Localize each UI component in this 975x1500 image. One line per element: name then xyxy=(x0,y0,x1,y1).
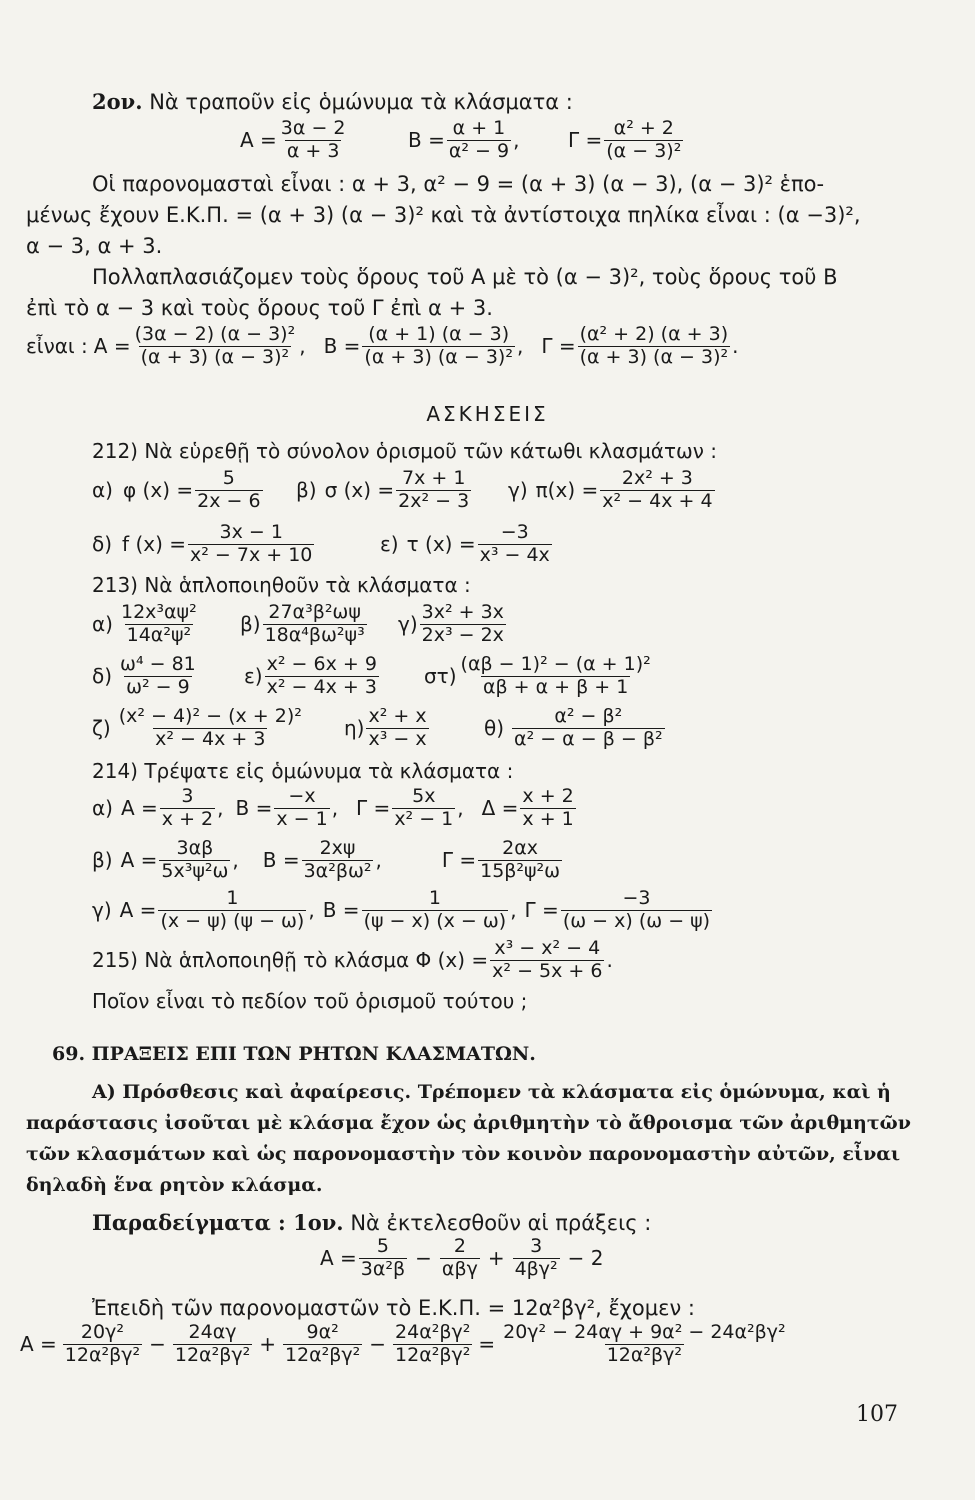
q214-a-3-den: x² − 1 xyxy=(394,807,454,830)
q213-h-label: η) xyxy=(344,716,365,741)
ex2-frac-c xyxy=(568,118,685,163)
q214-c-2-lhs: Β = xyxy=(322,898,360,923)
ex2-result-a-den: (α + 3) (α − 3)² xyxy=(140,345,290,368)
q212-item-e xyxy=(380,522,554,567)
q213-text: 213) Νὰ ἁπλοποιηθοῦν τὰ κλάσματα : xyxy=(92,573,471,597)
ex2-frac-c-lhs: Γ = xyxy=(568,128,603,153)
ex2-result-b-lhs: Β = xyxy=(323,334,361,359)
examples-text: Νὰ ἐκτελεσθοῦν αἱ πράξεις : xyxy=(350,1211,652,1235)
q213-e-label: ε) xyxy=(244,664,263,689)
example-expr xyxy=(320,1236,604,1281)
ex2-result xyxy=(26,324,738,369)
q214-c-3-lhs: Γ = xyxy=(524,898,559,923)
expr-tail: − 2 xyxy=(567,1246,604,1271)
q213-item-c xyxy=(398,602,508,647)
q214-c-2-tail: , xyxy=(510,898,517,923)
q214-b-2-lhs: Β = xyxy=(262,848,300,873)
q213-item-d xyxy=(92,654,200,699)
ex2-line-4: Πολλαπλασιάζομεν τοὺς ὅρους τοῦ Α μὲ τὸ (α − 3)², τοὺς ὅρους τοῦ Β xyxy=(92,265,838,289)
ex2-result-c-num: (α² + 2) (α + 3) xyxy=(579,323,729,345)
q213-e-den: x² − 4x + 3 xyxy=(266,675,377,698)
q212-item-c xyxy=(508,468,717,513)
ex2-frac-b-lhs: Β = xyxy=(408,128,445,153)
q213-b-den: 18α⁴βω²ψ³ xyxy=(264,623,365,646)
ex2-frac-b-den: α² − 9 xyxy=(448,139,510,162)
q214-b-2-tail: , xyxy=(375,848,382,873)
ex2-result-c-den: (α + 3) (α − 3)² xyxy=(579,345,729,368)
q212-item-a xyxy=(92,468,265,513)
section-para-3: τῶν κλασμάτων καὶ ὡς παρονομαστὴν τὸν κοινὸν παρονομαστὴν αὐτῶν, εἶναι xyxy=(26,1143,901,1165)
examples-label: Παραδείγματα : 1ον. xyxy=(92,1210,344,1235)
final-op-5: = xyxy=(478,1332,496,1357)
ex2-result-b-num: (α + 1) (α − 3) xyxy=(368,323,510,345)
ex2-line-5: ἐπὶ τὸ α − 3 καὶ τοὺς ὅρους τοῦ Γ ἐπὶ α + 3. xyxy=(26,296,493,320)
q214-row-c xyxy=(92,888,714,933)
final-t3-den: 12α²βγ² xyxy=(284,1343,361,1366)
ex2-frac-b-num: α + 1 xyxy=(452,117,506,139)
final-t4-den: 12α²βγ² xyxy=(395,1343,471,1366)
ex2-frac-b-tail: , xyxy=(513,128,520,153)
q212-d-label: δ) xyxy=(92,532,113,557)
q215-text: 215) Νὰ ἁπλοποιηθῇ τὸ κλάσμα Φ (x) = xyxy=(92,948,489,973)
q214-a-3-lhs: Γ = xyxy=(356,796,391,821)
ex2-result-c-tail: . xyxy=(732,334,739,359)
final-t4-num: 24α²βγ² xyxy=(395,1321,471,1343)
q213-i-den: α² − α − β − β² xyxy=(514,727,663,750)
q214-a-2-num: −x xyxy=(288,785,316,807)
q213-d-label: δ) xyxy=(92,664,113,689)
ex2-frac-b xyxy=(408,118,519,163)
q214-b-3-num: 2αx xyxy=(502,837,539,859)
q213-a-den: 14α²ψ² xyxy=(126,623,192,646)
q212-e-den: x³ − 4x xyxy=(479,543,550,566)
q214-text: 214) Τρέψατε εἰς ὁμώνυμα τὰ κλάσματα : xyxy=(92,759,514,783)
expr-op-2: − xyxy=(415,1246,432,1271)
q213-h-num: x² + x xyxy=(368,705,427,727)
exercises-title: ΑΣΚΗΣΕΙΣ xyxy=(426,402,549,426)
expr-t1-num: 5 xyxy=(376,1235,390,1257)
ex2-frac-a-lhs: Α = xyxy=(240,128,277,153)
q214-a-2-den: x − 1 xyxy=(276,807,328,830)
examples-line xyxy=(92,1211,651,1235)
q213-item-f xyxy=(424,654,655,699)
expr-t1-den: 3α²β xyxy=(360,1257,406,1280)
q213-g-label: ζ) xyxy=(92,716,111,741)
q213-item-e xyxy=(244,654,381,699)
q213-a-num: 12x³αψ² xyxy=(121,601,197,623)
q212-a-lhs: φ (x) = xyxy=(123,478,194,503)
ex2-result-a-tail: , xyxy=(299,334,306,359)
q212-a-num: 5 xyxy=(222,467,235,489)
q214-a-1-tail: , xyxy=(217,796,224,821)
q214-c-1-num: 1 xyxy=(226,887,239,909)
expr-lhs: Α = xyxy=(320,1246,357,1271)
q214-c-1-tail: , xyxy=(308,898,315,923)
q212-b-label: β) xyxy=(296,478,317,503)
q213-c-den: 2x³ − 2x xyxy=(421,623,504,646)
q213-item-g xyxy=(92,706,306,751)
q213-item-h xyxy=(344,706,431,751)
q213-i-label: θ) xyxy=(484,716,505,741)
q213-d-num: ω⁴ − 81 xyxy=(120,653,196,675)
q214-a-4-den: x + 1 xyxy=(522,807,574,830)
final-t5-den: 12α²βγ² xyxy=(606,1343,683,1366)
final-t3-num: 9α² xyxy=(306,1321,339,1343)
expr-t3-num: 3 xyxy=(530,1235,543,1257)
ex2-frac-a-den: α + 3 xyxy=(286,139,340,162)
q212-c-lhs: π(x) = xyxy=(535,478,599,503)
ex2-line-2: μένως ἔχουν Ε.Κ.Π. = (α + 3) (α − 3)² καὶ τὰ ἀντίστοιχα πηλίκα εἶναι : (α −3)², xyxy=(26,203,861,227)
q213-i-num: α² − β² xyxy=(554,705,623,727)
final-t1-den: 12α²βγ² xyxy=(64,1343,141,1366)
page-number: 107 xyxy=(856,1402,898,1427)
q215-tail: . xyxy=(606,948,613,973)
q215-line2: Ποῖον εἶναι τὸ πεδίον τοῦ ὁρισμοῦ τούτου ; xyxy=(92,989,528,1013)
section-para-4: δηλαδὴ ἕνα ρητὸν κλάσμα. xyxy=(26,1174,323,1196)
ex2-frac-a-num: 3α − 2 xyxy=(280,117,346,139)
q214-c-2-num: 1 xyxy=(428,887,441,909)
ex2-frac-c-den: (α − 3)² xyxy=(606,139,682,162)
q213-e-num: x² − 6x + 9 xyxy=(266,653,377,675)
q212-a-den: 2x − 6 xyxy=(197,489,261,512)
q214-b-1-den: 5x³ψ²ω xyxy=(161,859,229,882)
final-expr xyxy=(20,1322,790,1367)
q213-item-b xyxy=(240,602,369,647)
final-t1-num: 20γ² xyxy=(80,1321,124,1343)
final-t5-num: 20γ² − 24αγ + 9α² − 24α²βγ² xyxy=(503,1321,786,1343)
q214-c-3-den: (ω − x) (ω − ψ) xyxy=(562,909,711,932)
q213-g-num: (x² − 4)² − (x + 2)² xyxy=(118,705,302,727)
expr-t3-den: 4βγ² xyxy=(514,1257,558,1280)
q214-a-1-lhs: Α = xyxy=(121,796,158,821)
q212-d-den: x² − 7x + 10 xyxy=(190,543,313,566)
example-2-text: Νὰ τραποῦν εἰς ὁμώνυμα τὰ κλάσματα : xyxy=(149,90,573,114)
q212-c-label: γ) xyxy=(508,478,528,503)
q213-f-num: (αβ − 1)² − (α + 1)² xyxy=(460,653,651,675)
q214-b-1-num: 3αβ xyxy=(176,837,214,859)
ex2-result-a-num: (3α − 2) (α − 3)² xyxy=(134,323,296,345)
q214-c-3-num: −3 xyxy=(622,887,651,909)
q213-b-label: β) xyxy=(240,612,261,637)
q213-f-label: στ) xyxy=(424,664,457,689)
q214-c-1-lhs: Α = xyxy=(119,898,157,923)
ex2-result-prefix: εἶναι : xyxy=(26,334,88,359)
q213-g-den: x² − 4x + 3 xyxy=(155,727,266,750)
example-2-heading xyxy=(92,90,573,114)
final-t2-num: 24αγ xyxy=(188,1321,237,1343)
q212-c-num: 2x² + 3 xyxy=(621,467,693,489)
q215 xyxy=(92,938,613,983)
q214-a-2-lhs: Β = xyxy=(235,796,273,821)
ex2-result-b-tail: , xyxy=(516,334,524,359)
q214-b-2-den: 3α²βω² xyxy=(303,859,372,882)
expr-t2-den: αβγ xyxy=(441,1257,478,1280)
final-op-2: − xyxy=(149,1332,166,1357)
ex2-result-a-lhs: Α = xyxy=(93,334,131,359)
q214-c-1-den: (x − ψ) (ψ − ω) xyxy=(160,909,305,932)
expr-op-3: + xyxy=(487,1246,505,1271)
ex2-result-c-lhs: Γ = xyxy=(541,334,576,359)
ex2-frac-c-num: α² + 2 xyxy=(613,117,674,139)
q214-b-2-num: 2xψ xyxy=(319,837,356,859)
q212-e-num: −3 xyxy=(500,521,529,543)
q214-a-2-tail: , xyxy=(331,796,339,821)
q213-c-num: 3x² + 3x xyxy=(421,601,504,623)
final-op-4: − xyxy=(369,1332,387,1357)
q214-row-b xyxy=(92,838,564,883)
q213-f-den: αβ + α + β + 1 xyxy=(482,675,629,698)
q212-e-lhs: τ (x) = xyxy=(406,532,476,557)
ex2-line-3: α − 3, α + 3. xyxy=(26,234,163,258)
q212-e-label: ε) xyxy=(380,532,399,557)
q214-c-2-den: (ψ − x) (x − ω) xyxy=(363,909,507,932)
q213-a-label: α) xyxy=(92,612,113,637)
lcm-line: Ἐπειδὴ τῶν παρονομαστῶν τὸ Ε.Κ.Π. = 12α²βγ², ἔχομεν : xyxy=(92,1296,695,1320)
q215-num: x³ − x² − 4 xyxy=(494,937,601,959)
q214-a-1-num: 3 xyxy=(181,785,194,807)
q212-b-lhs: σ (x) = xyxy=(324,478,395,503)
final-op-3: + xyxy=(259,1332,276,1357)
q212-d-num: 3x − 1 xyxy=(219,521,283,543)
q215-den: x² − 5x + 6 xyxy=(492,959,603,982)
q214-a-4-num: x + 2 xyxy=(522,785,574,807)
section-heading: 69. ΠΡΑΞΕΙΣ ΕΠΙ ΤΩΝ ΡΗΤΩΝ ΚΛΑΣΜΑΤΩΝ. xyxy=(52,1043,536,1065)
q214-a-3-num: 5x xyxy=(412,785,436,807)
ex2-result-b-den: (α + 3) (α − 3)² xyxy=(364,345,513,368)
expr-t2-num: 2 xyxy=(453,1235,466,1257)
q212-item-b xyxy=(296,468,473,513)
q212-c-den: x² − 4x + 4 xyxy=(602,489,713,512)
q213-c-label: γ) xyxy=(398,612,418,637)
q214-b-label: β) xyxy=(92,848,113,873)
q212-b-num: 7x + 1 xyxy=(401,467,466,489)
q214-b-1-tail: , xyxy=(232,848,239,873)
q214-a-label: α) xyxy=(92,796,113,821)
example-2-label: 2ον. xyxy=(92,89,143,114)
q214-row-a xyxy=(92,786,578,831)
q214-a-1-den: x + 2 xyxy=(161,807,214,830)
q213-item-i xyxy=(484,706,667,751)
q214-c-label: γ) xyxy=(92,898,112,923)
q213-d-den: ω² − 9 xyxy=(126,675,190,698)
q214-b-3-den: 15β²ψ²ω xyxy=(480,859,561,882)
q214-b-1-lhs: Α = xyxy=(120,848,158,873)
final-t2-den: 12α²βγ² xyxy=(174,1343,251,1366)
q212-a-label: α) xyxy=(92,478,113,503)
q212-text: 212) Νὰ εὑρεθῇ τὸ σύνολον ὁρισμοῦ τῶν κάτωθι κλασμάτων : xyxy=(92,439,718,463)
section-para-2: παράστασις ἰσοῦται μὲ κλάσμα ἔχον ὡς ἀριθμητὴν τὸ ἄθροισμα τῶν ἀριθμητῶν xyxy=(26,1112,911,1134)
final-lhs: Α = xyxy=(20,1332,57,1357)
ex2-line-1: Οἱ παρονομασταὶ εἶναι : α + 3, α² − 9 = (α + 3) (α − 3), (α − 3)² ἑπο- xyxy=(92,172,825,196)
q214-a-4-lhs: Δ = xyxy=(481,796,519,821)
q213-item-a xyxy=(92,602,201,647)
section-para-1: Α) Πρόσθεσις καὶ ἀφαίρεσις. Τρέπομεν τὰ κλάσματα εἰς ὁμώνυμα, καὶ ἡ xyxy=(92,1081,891,1103)
q212-item-d xyxy=(92,522,316,567)
q212-d-lhs: f (x) = xyxy=(122,532,187,557)
q213-h-den: x³ − x xyxy=(368,727,427,750)
q213-b-num: 27α³β²ωψ xyxy=(268,601,361,623)
ex2-frac-a xyxy=(240,118,350,163)
q214-b-3-lhs: Γ = xyxy=(441,848,477,873)
q214-a-3-tail: , xyxy=(457,796,464,821)
q212-b-den: 2x² − 3 xyxy=(398,489,470,512)
